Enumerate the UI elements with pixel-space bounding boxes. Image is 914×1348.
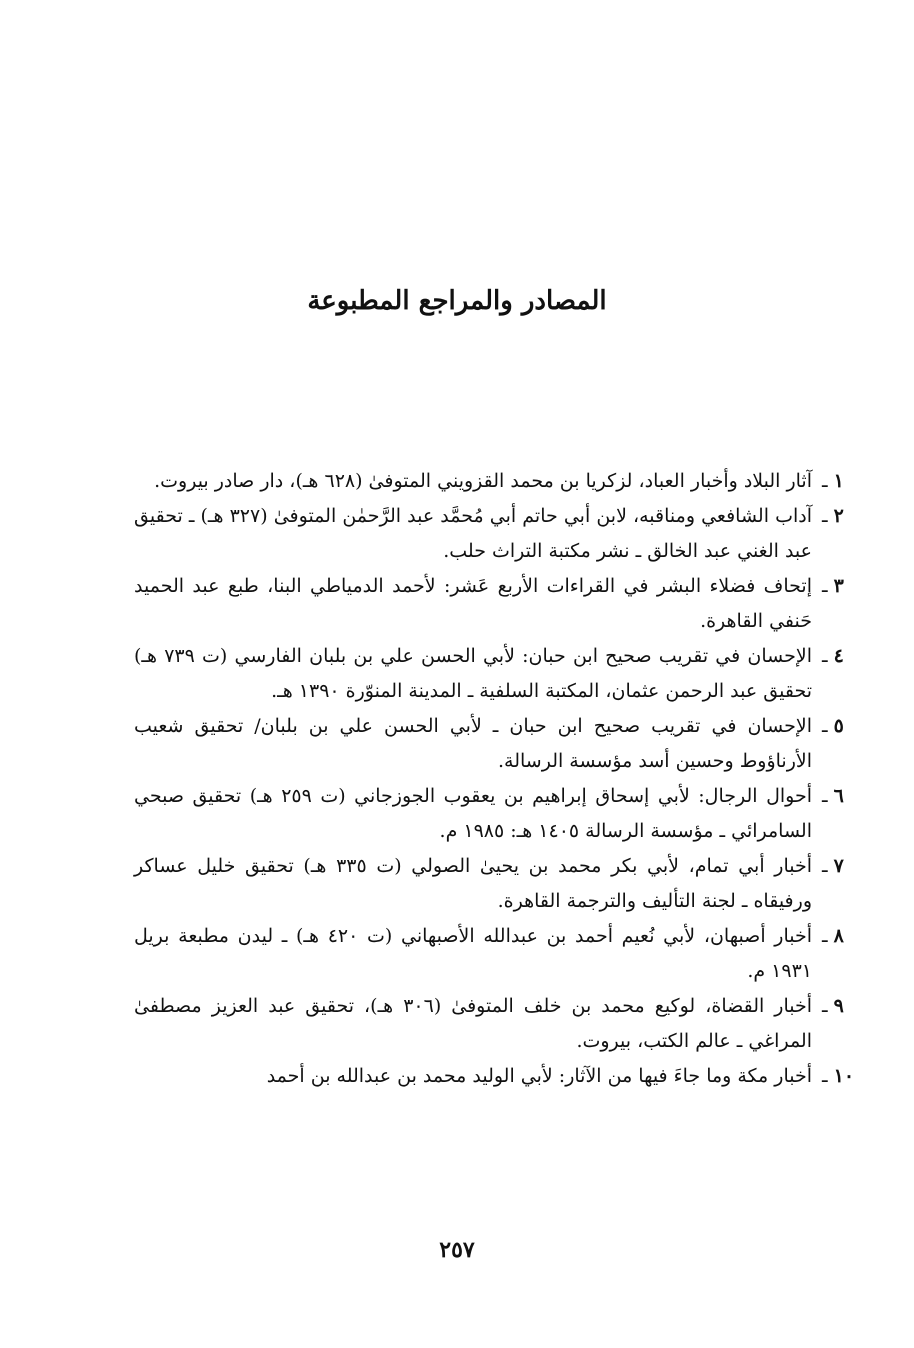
reference-entry (134, 709, 844, 779)
reference-number: ٩ ـ (822, 995, 844, 1017)
reference-entry (134, 989, 844, 1059)
reference-number: ٦ ـ (822, 785, 844, 807)
reference-number: ٤ ـ (822, 645, 844, 667)
page-title: المصادر والمراجع المطبوعة (307, 286, 607, 317)
reference-number-value: ٣ (833, 575, 844, 597)
reference-entry (134, 1059, 855, 1094)
reference-number: ١٠ ـ (822, 1065, 855, 1087)
reference-number-value: ٧ (833, 855, 844, 877)
reference-text: أحوال الرجال: لأبي إسحاق إبراهيم بن يعقوب الجوزجاني (ت ٢٥٩ هـ) تحقيق صبحي السامرائي ـ مؤسسة الرسالة ١٤٠٥ هـ: ١٩٨٥ م. (134, 785, 812, 842)
reference-number-value: ١ (833, 470, 844, 492)
reference-entry (134, 499, 844, 569)
reference-entry (134, 919, 844, 989)
reference-number-value: ٨ (833, 925, 844, 947)
reference-entry (134, 849, 844, 919)
reference-text: أخبار أبي تمام، لأبي بكر محمد بن يحيىٰ الصولي (ت ٣٣٥ هـ) تحقيق خليل عساكر ورفيقاه ـ لجنة التأليف والترجمة القاهرة. (134, 855, 812, 912)
reference-text: الإحسان في تقريب صحيح ابن حبان ـ لأبي الحسن علي بن بلبان/ تحقيق شعيب الأرناؤوط وحسين أسد مؤسسة الرسالة. (134, 715, 812, 772)
reference-number-value: ٢ (833, 505, 844, 527)
reference-number-value: ٤ (833, 645, 844, 667)
reference-text: الإحسان في تقريب صحيح ابن حبان: لأبي الحسن علي بن بلبان الفارسي (ت ٧٣٩ هـ) تحقيق عبد الرحمن عثمان، المكتبة السلفية ـ المدينة المنوّرة ١٣٩٠ هـ. (134, 645, 812, 702)
references-list (134, 464, 855, 1094)
reference-entry (134, 569, 844, 639)
reference-number: ٨ ـ (822, 925, 844, 947)
reference-number-value: ١٠ (833, 1065, 855, 1087)
reference-number: ٥ ـ (822, 715, 844, 737)
reference-text: أخبار مكة وما جاءَ فيها من الآثار: لأبي الوليد محمد بن عبدالله بن أحمد (266, 1065, 812, 1087)
reference-number-value: ٥ (833, 715, 844, 737)
reference-number: ٣ ـ (822, 575, 844, 597)
reference-text: أخبار أصبهان، لأبي نُعيم أحمد بن عبدالله الأصبهاني (ت ٤٢٠ هـ) ـ ليدن مطبعة بريل ١٩٣١ م. (134, 925, 812, 982)
page-number: ٢٥٧ (439, 1237, 475, 1263)
reference-text: إتحاف فضلاء البشر في القراءات الأربع عَشر: لأحمد الدمياطي البنا، طبع عبد الحميد حَنفي القاهرة. (134, 575, 812, 632)
reference-number-value: ٦ (833, 785, 844, 807)
reference-entry (134, 464, 844, 499)
reference-entry (134, 639, 844, 709)
reference-text: آداب الشافعي ومناقبه، لابن أبي حاتم أبي مُحمَّد عبد الرَّحمٰن المتوفىٰ (٣٢٧ هـ) ـ تحقيق عبد الغني عبد الخالق ـ نشر مكتبة التراث حلب. (134, 505, 812, 562)
reference-number: ٢ ـ (822, 505, 844, 527)
reference-number: ٧ ـ (822, 855, 844, 877)
reference-entry (134, 779, 844, 849)
reference-text: أخبار القضاة، لوكيع محمد بن خلف المتوفىٰ (٣٠٦ هـ)، تحقيق عبد العزيز مصطفىٰ المراغي ـ عالم الكتب، بيروت. (134, 995, 813, 1052)
reference-number-value: ٩ (833, 995, 844, 1017)
reference-number: ١ ـ (822, 470, 844, 492)
reference-text: آثار البلاد وأخبار العباد، لزكريا بن محمد القزويني المتوفىٰ (٦٢٨ هـ)، دار صادر بيروت. (154, 470, 812, 492)
